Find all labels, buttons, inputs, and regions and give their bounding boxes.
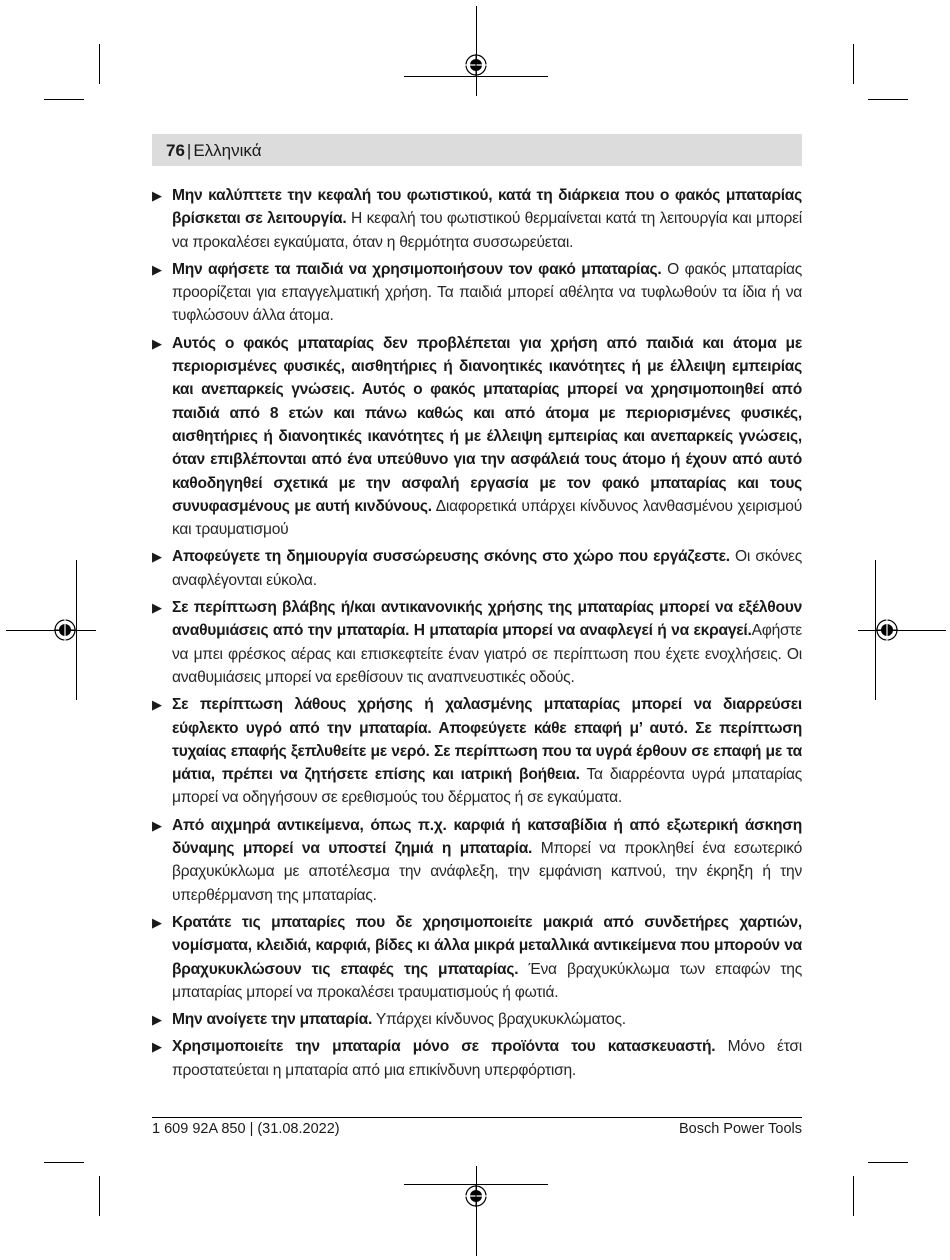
warning-bold-text: Χρησιμοποιείτε την μπαταρία μόνο σε προϊόντα του κατασκευαστή. — [172, 1038, 716, 1056]
warning-bold-text: Από αιχμηρά αντικείμενα, όπως π.χ. καρφιά ή κατσαβίδια ή από εξωτερική άσκηση δύναμης μπορεί να υποστεί ζημιά η μπαταρία. — [172, 816, 802, 858]
registration-line-top-v — [476, 6, 477, 96]
warning-explanation-text: Μόνο έτσι προστατεύεται η μπαταρία από μια επικίνδυνη υπερφόρτιση. — [172, 1038, 802, 1079]
bullet-triangle-icon: ▶ — [152, 600, 162, 616]
bullet-triangle-icon: ▶ — [152, 1039, 162, 1055]
crop-mark-top-right-h — [868, 99, 908, 100]
list-item — [152, 693, 802, 809]
registration-target-icon-bottom — [465, 1185, 487, 1207]
list-item — [152, 545, 802, 592]
list-item — [152, 332, 802, 542]
warning-explanation-text: Μπορεί να προκληθεί ένα εσωτερικό βραχυκύκλωμα με αποτέλεσμα την ανάφλεξη, την εμφάνιση καπνού, την έκρηξη ή την υπερθέρμανση της μπαταρίας. — [172, 840, 802, 904]
warning-bold-text: Σε περίπτωση λάθους χρήσης ή χαλασμένης μπαταρίας μπορεί να διαρρεύσει εύφλεκτο υγρό από την μπαταρία. Αποφεύγετε κάθε επαφή μ’ αυτό. Σε περίπτωση τυχαίας επαφής ξεπλυθείτε με νερό. Σε περίπτωση που τα υγρά έρθουν σε επαφή με τα μάτια, πρέπει να ζητήσετε επίσης και ιατρική βοήθεια. — [172, 696, 802, 784]
registration-target-icon-right — [876, 619, 898, 641]
warning-explanation-text: Αφήστε να μπει φρέσκος αέρας και επισκεφτείτε έναν γιατρό σε περίπτωση που έχετε ενοχλήσεις. Οι αναθυμιάσεις μπορεί να ερεθίσουν τις αναπνευστικές οδούς. — [172, 622, 802, 686]
registration-line-right-h — [858, 630, 946, 631]
header-language: Ελληνικά — [193, 141, 262, 160]
registration-line-left-h — [6, 630, 96, 631]
warning-bold-text: Μην αφήσετε τα παιδιά να χρησιμοποιήσουν τον φακό μπαταρίας. — [172, 260, 662, 278]
list-item — [152, 258, 802, 328]
warning-bold-text: Σε περίπτωση βλάβης ή/και αντικανονικής χρήσης της μπαταρίας μπορεί να εξέλθουν αναθυμιάσεις από την μπαταρία. Η μπαταρία μπορεί να αναφλεγεί ή να εκραγεί. — [172, 599, 802, 640]
bullet-triangle-icon: ▶ — [152, 335, 162, 351]
bullet-triangle-icon: ▶ — [152, 914, 162, 930]
warning-explanation-text: Υπάρχει κίνδυνος βραχυκυκλώματος. — [372, 1011, 626, 1029]
crop-mark-bottom-left-h — [44, 1162, 84, 1163]
bullet-triangle-icon: ▶ — [152, 817, 162, 833]
crop-mark-bottom-left-v — [99, 1176, 100, 1216]
list-item — [152, 911, 802, 1004]
footer-brand: Bosch Power Tools — [678, 1121, 802, 1137]
footer-divider — [152, 1117, 802, 1118]
warning-explanation-text: Ένα βραχυκύκλωμα των επαφών της μπαταρίας μπορεί να προκαλέσει τραυματισμούς ή φωτιά. — [172, 960, 802, 1001]
page-header — [166, 141, 262, 161]
registration-line-left-v — [76, 560, 77, 700]
warning-bold-text: Αποφεύγετε τη δημιουργία συσσώρευσης σκόνης στο χώρο που εργάζεστε. — [172, 548, 730, 566]
warning-explanation-text: Η κεφαλή του φωτιστικού θερμαίνεται κατά τη λειτουργία και μπορεί να προκαλέσει εγκαύματα, όταν η θερμότητα συσσωρεύεται. — [172, 210, 802, 251]
warning-explanation-text: Ο φακός μπαταρίας προορίζεται για επαγγελματική χρήση. Τα παιδιά μπορεί αθέλητα να τυφλωθούν τα ίδια ή να τυφλώσουν άλλα άτομα. — [172, 260, 802, 325]
list-item — [152, 596, 802, 689]
warning-bold-text: Κρατάτε τις μπαταρίες που δε χρησιμοποιείτε μακριά από συνδετήρες χαρτιών, νομίσματα, κλειδιά, καρφιά, βίδες κι άλλα μικρά μεταλλικά αντικείμενα που μπορούν να βραχυκυκλώσουν τις επαφές της μπαταρίας. — [172, 913, 802, 978]
registration-line-bottom-v — [476, 1166, 477, 1256]
warning-explanation-text: Οι σκόνες αναφλέγονται εύκολα. — [172, 548, 802, 589]
warning-bold-text: Μην καλύπτετε την κεφαλή του φωτιστικού, κατά τη διάρκεια που ο φακός μπαταρίας βρίσκεται σε λειτουργία. — [172, 187, 802, 228]
crop-mark-bottom-right-v — [853, 1176, 854, 1216]
list-item — [152, 1008, 802, 1031]
list-item — [152, 814, 802, 907]
registration-target-icon-left — [54, 619, 76, 641]
warning-explanation-text: Τα διαρρέοντα υγρά μπαταρίας μπορεί να οδηγήσουν σε ερεθισμούς του δέρματος ή σε εγκαύματα. — [172, 766, 802, 807]
crop-mark-top-right-v — [853, 44, 854, 84]
warning-explanation-text: Διαφορετικά υπάρχει κίνδυνος λανθασμένου χειρισμού και τραυματισμού — [172, 497, 802, 539]
bullet-triangle-icon: ▶ — [152, 697, 162, 713]
page-number: 76 — [166, 141, 185, 160]
list-item — [152, 184, 802, 254]
warning-bold-text: Αυτός ο φακός μπαταρίας δεν προβλέπεται για χρήση από παιδιά και άτομα με περιορισμένες φυσικές, αισθητήριες ή διανοητικές ικανότητες ή με έλλειψη εμπειρίας και ανεπαρκείς γνώσεις. Αυτός ο φακός μπαταρίας μπορεί να χρησιμοποιηθεί από παιδιά από 8 ετών και πάνω καθώς και από άτομα με περιορισμένες φυσικές, αισθητήριες ή διανοητικές ικανότητες ή με έλλειψη εμπειρίας και ανεπαρκείς γνώσεις, όταν επιβλέπονται από ένα υπεύθυνο για την ασφάλειά τους άτομο ή έχουν από αυτό καθοδηγηθεί σχετικά με την ασφαλή εργασία με τον φακό μπαταρίας και τους συνυφασμένους με αυτή κινδύνους. — [172, 334, 802, 515]
safety-instructions-list — [152, 184, 802, 1086]
bullet-triangle-icon: ▶ — [152, 549, 162, 565]
warning-bold-text: Μην ανοίγετε την μπαταρία. — [172, 1011, 373, 1029]
bullet-triangle-icon: ▶ — [152, 261, 162, 277]
list-item — [152, 1035, 802, 1082]
registration-line-top-h — [404, 76, 548, 77]
footer-document-number: 1 609 92A 850 | (31.08.2022) — [152, 1121, 340, 1137]
crop-mark-top-left-v — [99, 44, 100, 84]
crop-mark-top-left-h — [44, 99, 84, 100]
crop-mark-bottom-right-h — [868, 1162, 908, 1163]
bullet-triangle-icon: ▶ — [152, 188, 162, 203]
header-separator: | — [186, 141, 192, 160]
bullet-triangle-icon: ▶ — [152, 1012, 162, 1028]
registration-target-icon-top — [465, 54, 487, 76]
